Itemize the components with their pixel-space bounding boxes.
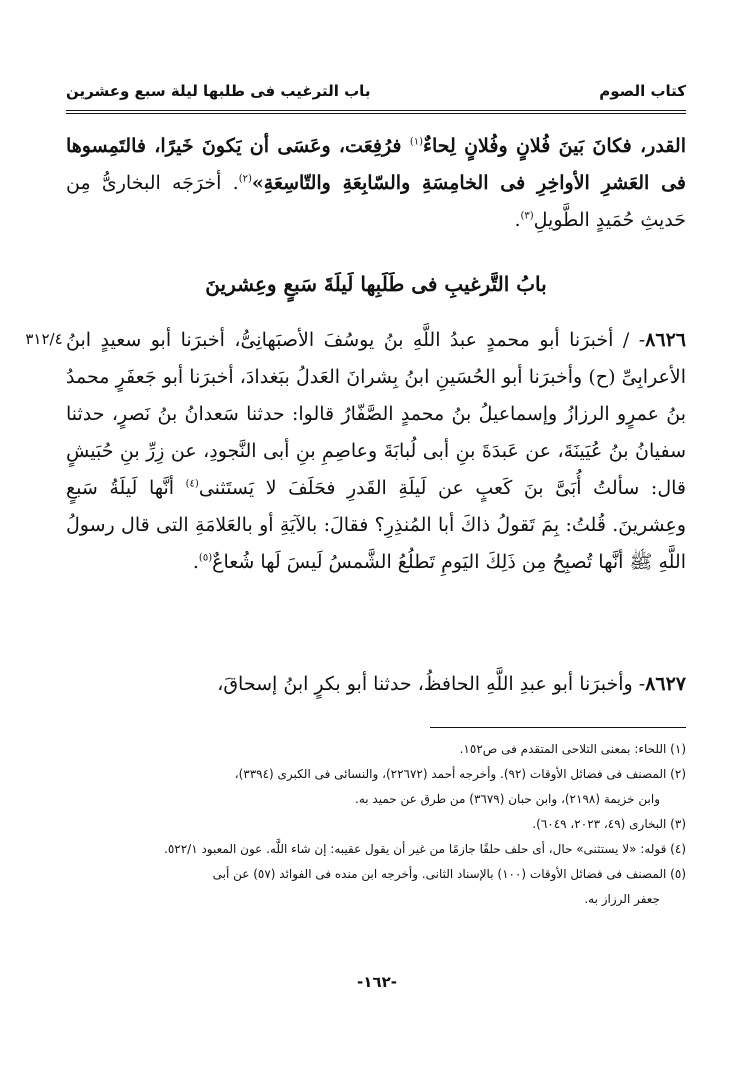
footnote-marker: (١) [409,136,424,148]
footnotes [66,737,686,912]
hadith-text: القدر، فكانَ بَينَ فُلانٍ وفُلانٍ لِحاءٌ [423,135,686,157]
footnote-2: (٢) المصنف فى فضائل الأوقات (٩٢). وأخرجه أحمد (٢٢٦٧٢)، والنسائى فى الكبرى (٣٣٩٤)، [234,767,686,781]
book-title: كتاب الصوم [599,82,686,100]
footnote-3: (٣) البخارى (٤٩، ٢٠٢٣، ٦٠٤٩). [532,817,686,831]
footnote-1: (١) اللحاء: بمعنى التلاحى المتقدم فى ص١٥٢. [459,742,686,756]
footnote-marker: (٢) [238,173,252,185]
footnote-5-continued: جعفر الرزاز به. [584,892,660,906]
footnote-2-continued: وابن خزيمة (٢١٩٨)، وابن حبان (٣٦٧٩) من طرق عن حميد به. [355,792,660,806]
footnote-marker: (٤) [185,478,199,490]
footnote-marker: (٣) [520,210,534,222]
footnote-rule [430,727,686,728]
page-number: -١٦٢- [357,973,397,991]
footnote-4: (٤) قوله: «لا يستثنى» حال، أى حلف حلفًا جازمًا من غير أن يقول عقيبه: إن شاء اللَّه. عون المعبود ٥٢٢/١. [163,842,686,856]
running-header [66,74,686,108]
period: . [514,209,521,231]
footnote-5: (٥) المصنف فى فضائل الأوقات (١٠٠) بالإسناد الثانى. وأخرجه ابن منده فى الفوائد (٥٧) عن أبى [212,867,686,881]
hadith-number: ٨٦٢٧ [645,673,686,695]
period: . [192,551,199,573]
intro-paragraph [66,128,686,239]
hadith-text: - وأخبرَنا أبو عبدِ اللَّهِ الحافظُ، حدثنا أبو بكرٍ ابنُ إسحاقَ، [217,673,646,695]
commentary-text: . أخرَجَه البخارىُّ مِن حَديثِ حُمَيدٍ الطَّويلِ [66,172,686,231]
header-rule-thin [66,113,686,114]
hadith-text: - / أخبرَنا أبو محمدٍ عبدُ اللَّهِ بنُ يوسُفَ الأصبَهانِىُّ، أخبرَنا أبو سعيدٍ ابنُ الأعرابِىِّ (ح) وأخبرَنا أبو الحُسَينِ ابنُ بِشرانَ العَدلُ ببَغدادَ، أخبرَنا أبو جَعفَرٍ محمدُ بنُ عمرٍو الرزازُ وإسماعيلُ بنُ محمدٍ الصَّفّارُ قالوا: حدثنا سَعدانُ بنُ نَصرٍ، حدثنا سفيانُ بنُ عُيَينَةَ، عن عَبدَةَ بنِ أبى لُبابَةَ وعاصِمِ بنِ أبى النَّجودِ، عن زِرِّ بنِ حُبَيشٍ قال: سألتُ أُبَىَّ بنَ كَعبٍ عن لَيلَةِ القَدرِ فحَلَفَ لا يَستَثنى [66,329,686,499]
hadith-paragraph-8626 [66,322,686,581]
hadith-text: فرُفِعَت، وعَسَى أن يَكونَ خَيرًا، فالتَمِسوها فى العَشرِ الأواخِرِ فى الخامِسَةِ والسّابِعَةِ والتّاسِعَةِ» [66,135,687,194]
header-rule [66,110,686,111]
hadith-number: ٨٦٢٦ [645,329,686,351]
chapter-running-title: باب الترغيب فى طلبها ليلة سبع وعشرين [66,82,371,100]
hadith-paragraph-8627 [66,666,686,703]
footnote-marker: (٥) [198,552,213,564]
margin-reference: ٣١٢/٤ [25,330,63,348]
hadith-text: أنَّها لَيلَةُ سَبعٍ وعِشرينَ. قُلتُ: بِمَ تَقولُ ذاكَ أبا المُنذِرِ؟ فقالَ: بالآيَةِ أو بالعَلامَةِ التى قال رسولُ اللَّهِ ﷺ أنَّها تُصبِحُ مِن ذَلِكَ اليَومِ تَطلُعُ الشَّمسُ لَيسَ لَها شُعاعٌ [66,477,686,573]
chapter-heading: بابُ التَّرغيبِ فى طَلَبِها لَيلَةَ سَبعٍ وعِشرينَ [205,272,547,296]
